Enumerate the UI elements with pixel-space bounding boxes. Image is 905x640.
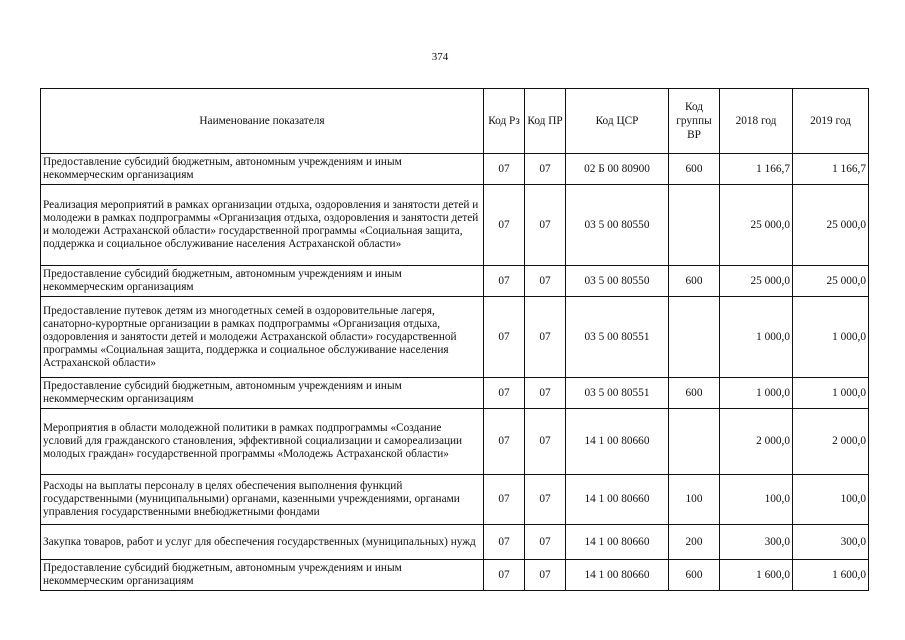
row-csr: 14 1 00 80660 [566, 560, 669, 591]
row-name: Предоставление путевок детям из многодетных семей в оздоровительные лагеря, санаторно-курортные организации в рамках подпрограммы «Организация отдыха, оздоровления и занятости детей и молодежи Астраханской области» государственной программы «Социальная защита, поддержка и социальное обслуживание населения Астраханской области» [41, 297, 484, 378]
row-vr: 600 [669, 560, 720, 591]
row-pr: 07 [525, 560, 566, 591]
row-vr: 600 [669, 266, 720, 297]
row-csr: 03 5 00 80550 [566, 266, 669, 297]
row-name: Предоставление субсидий бюджетным, автономным учреждениям и иным некоммерческим организациям [41, 378, 484, 409]
row-2018: 25 000,0 [720, 185, 793, 266]
row-rz: 07 [484, 154, 525, 185]
row-2018: 1 166,7 [720, 154, 793, 185]
row-csr: 03 5 00 80550 [566, 185, 669, 266]
row-2018: 2 000,0 [720, 409, 793, 475]
row-2019: 1 000,0 [793, 378, 869, 409]
row-csr: 03 5 00 80551 [566, 378, 669, 409]
row-2019: 300,0 [793, 525, 869, 560]
header-pr: Код ПР [525, 89, 566, 154]
row-rz: 07 [484, 525, 525, 560]
row-2019: 1 600,0 [793, 560, 869, 591]
row-2018: 1 000,0 [720, 297, 793, 378]
row-pr: 07 [525, 266, 566, 297]
table-row [41, 560, 869, 591]
row-pr: 07 [525, 297, 566, 378]
row-name: Мероприятия в области молодежной политики в рамках подпрограммы «Создание условий для гражданского становления, эффективной социализации и самореализации молодых граждан» государственной программы «Молодежь Астраханской области» [41, 409, 484, 475]
header-2018: 2018 год [720, 89, 793, 154]
table-row [41, 409, 869, 475]
row-2019: 25 000,0 [793, 185, 869, 266]
row-2019: 1 000,0 [793, 297, 869, 378]
table-row [41, 475, 869, 525]
row-vr: 200 [669, 525, 720, 560]
row-rz: 07 [484, 378, 525, 409]
row-name: Предоставление субсидий бюджетным, автономным учреждениям и иным некоммерческим организациям [41, 266, 484, 297]
row-vr [669, 185, 720, 266]
table-header [41, 89, 869, 154]
row-pr: 07 [525, 525, 566, 560]
row-pr: 07 [525, 409, 566, 475]
row-csr: 14 1 00 80660 [566, 409, 669, 475]
table-row [41, 378, 869, 409]
table-row [41, 297, 869, 378]
header-csr: Код ЦСР [566, 89, 669, 154]
row-name: Закупка товаров, работ и услуг для обеспечения государственных (муниципальных) нужд [41, 525, 484, 560]
header-rz: Код Рз [484, 89, 525, 154]
header-row [41, 89, 869, 154]
row-2019: 100,0 [793, 475, 869, 525]
row-name: Предоставление субсидий бюджетным, автономным учреждениям и иным некоммерческим организациям [41, 560, 484, 591]
row-2019: 1 166,7 [793, 154, 869, 185]
row-2018: 25 000,0 [720, 266, 793, 297]
row-vr [669, 409, 720, 475]
row-2019: 2 000,0 [793, 409, 869, 475]
row-rz: 07 [484, 560, 525, 591]
table-row [41, 266, 869, 297]
table-row [41, 525, 869, 560]
row-name: Расходы на выплаты персоналу в целях обеспечения выполнения функций государственными (муниципальными) органами, казенными учреждениями, органами управления государственными внебюджетными фондами [41, 475, 484, 525]
header-2019: 2019 год [793, 89, 869, 154]
budget-table [40, 88, 869, 591]
row-2019: 25 000,0 [793, 266, 869, 297]
table-row [41, 154, 869, 185]
row-2018: 1 600,0 [720, 560, 793, 591]
page-number: 374 [431, 51, 449, 63]
row-rz: 07 [484, 185, 525, 266]
row-name: Предоставление субсидий бюджетным, автономным учреждениям и иным некоммерческим организациям [41, 154, 484, 185]
row-rz: 07 [484, 266, 525, 297]
row-vr [669, 297, 720, 378]
row-pr: 07 [525, 475, 566, 525]
row-2018: 1 000,0 [720, 378, 793, 409]
row-csr: 14 1 00 80660 [566, 475, 669, 525]
table-row [41, 185, 869, 266]
row-name: Реализация мероприятий в рамках организации отдыха, оздоровления и занятости детей и молодежи в рамках подпрограммы «Организация отдыха, оздоровления и занятости детей и молодежи Астраханской области» государственной программы «Социальная защита, поддержка и социальное обслуживание населения Астраханской области» [41, 185, 484, 266]
row-vr: 600 [669, 154, 720, 185]
table-body [41, 154, 869, 591]
row-pr: 07 [525, 185, 566, 266]
row-2018: 300,0 [720, 525, 793, 560]
row-vr: 100 [669, 475, 720, 525]
row-rz: 07 [484, 297, 525, 378]
row-pr: 07 [525, 378, 566, 409]
row-vr: 600 [669, 378, 720, 409]
row-rz: 07 [484, 475, 525, 525]
row-csr: 02 Б 00 80900 [566, 154, 669, 185]
row-rz: 07 [484, 409, 525, 475]
row-csr: 03 5 00 80551 [566, 297, 669, 378]
header-name: Наименование показателя [41, 89, 484, 154]
row-2018: 100,0 [720, 475, 793, 525]
row-pr: 07 [525, 154, 566, 185]
row-csr: 14 1 00 80660 [566, 525, 669, 560]
header-vr: Код группы ВР [669, 89, 720, 154]
